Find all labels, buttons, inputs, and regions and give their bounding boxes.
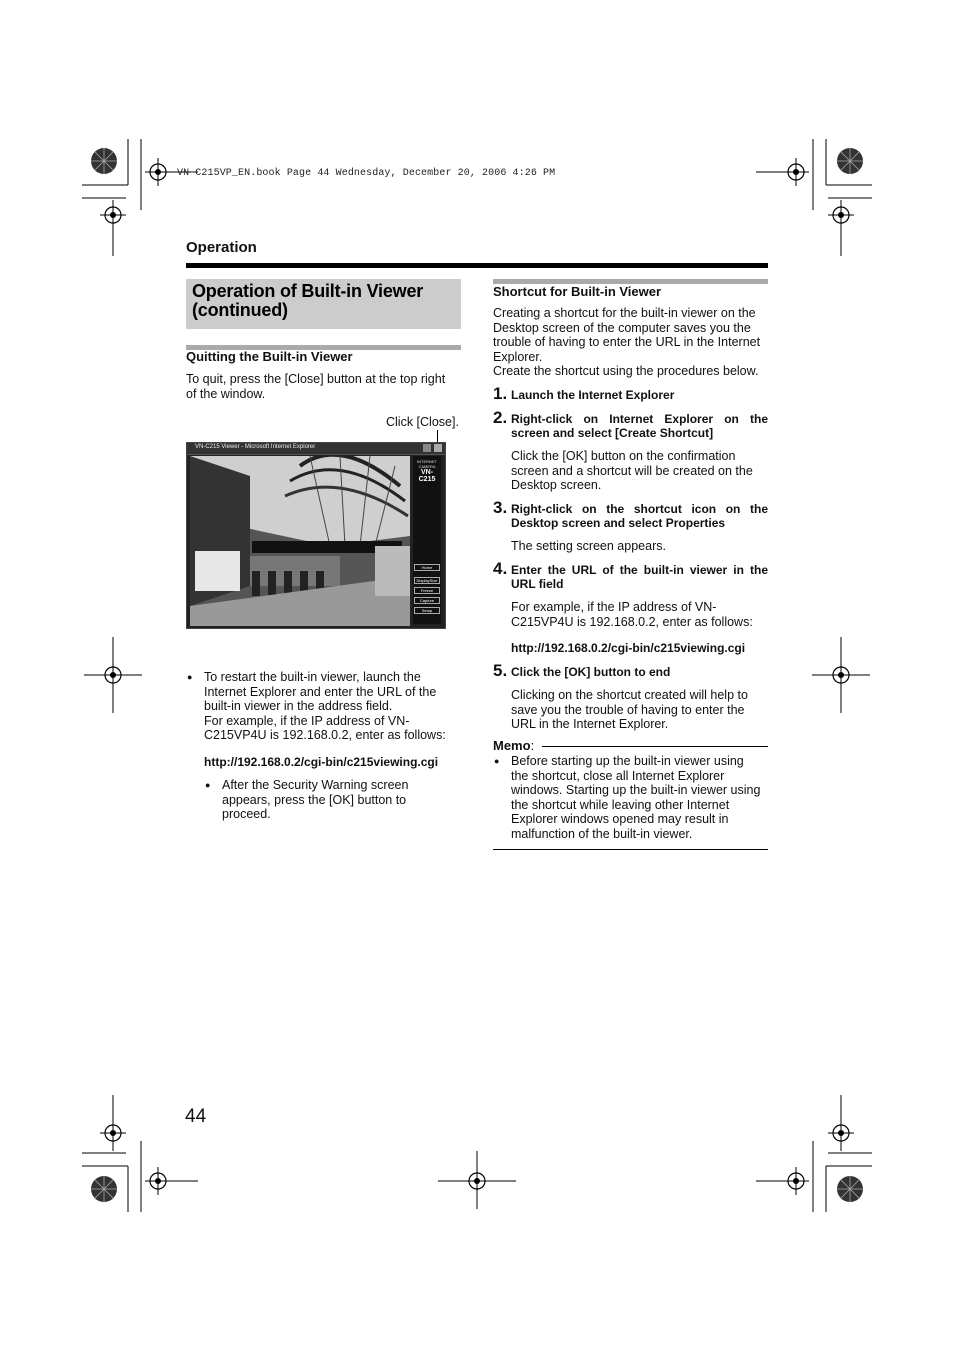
quitting-text: To quit, press the [Close] button at the top right of the window. — [186, 372, 446, 401]
camera-image — [190, 456, 410, 626]
viewer-displaysize-button[interactable]: DisplaySize — [414, 577, 440, 584]
page-title-line1: Operation of Built-in Viewer — [192, 281, 424, 301]
section-label: Operation — [186, 239, 257, 256]
close-callout: Click [Close]. — [386, 415, 459, 429]
viewer-brand: INTERNET CAMERA — [417, 459, 437, 469]
bullet-icon: ● To restart the built-in viewer, launch the — [204, 670, 474, 685]
bullet-icon: ● After the Security Warning screen — [222, 778, 472, 793]
step-4-desc: For example, if the IP address of VN- C215VP4U is 192.168.0.2, enter as follows: — [511, 600, 753, 629]
viewer-capture-button[interactable]: Capture — [414, 597, 440, 604]
step-5-desc: Clicking on the shortcut created will help to save you the trouble of having to enter the URL in the Internet Explorer. — [511, 688, 748, 731]
print-header-line: VN-C215VP_EN.book Page 44 Wednesday, December 20, 2006 4:26 PM — [177, 168, 556, 179]
step-3-text: Right-click on the shortcut icon on the Desktop screen and select Properties — [511, 502, 768, 530]
step-number: 2. — [493, 408, 508, 427]
step-4-text: Enter the URL of the built-in viewer in the URL field — [511, 563, 768, 591]
shortcut-heading: Shortcut for Built-in Viewer — [493, 284, 662, 299]
viewer-screenshot — [186, 442, 446, 629]
bullet-icon: ● Before starting up the built-in viewer using — [511, 754, 773, 769]
step-number: 3. — [493, 498, 508, 517]
step-2-desc: Click the [OK] button on the confirmation screen and a shortcut will be created on the Desktop screen. — [511, 449, 753, 492]
step-number: 4. — [493, 559, 508, 578]
header-rule — [186, 263, 768, 268]
viewer-window-title: VN-C215 Viewer - Microsoft Internet Explorer — [195, 444, 316, 450]
page-title-line2: (continued) — [192, 300, 288, 320]
restart-url: http://192.168.0.2/cgi-bin/c215viewing.cgi — [204, 755, 439, 769]
quitting-heading: Quitting the Built-in Viewer — [186, 349, 353, 364]
memo-top-rule — [542, 746, 768, 747]
viewer-setup-button[interactable]: Setup — [414, 607, 440, 614]
minimize-icon[interactable] — [423, 444, 431, 452]
step-number: 5. — [493, 661, 508, 680]
viewer-freeze-button[interactable]: Freeze — [414, 587, 440, 594]
step-3-desc: The setting screen appears. — [511, 539, 666, 553]
security-warning-note: ● After the Security Warning screen appears, press the [OK] button to proceed. — [222, 778, 472, 822]
viewer-home-button[interactable]: Home — [414, 564, 440, 571]
page-number: 44 — [185, 1106, 207, 1127]
viewer-model: VN-C215 — [418, 469, 436, 483]
step-1-text: Launch the Internet Explorer — [511, 388, 675, 402]
shortcut-intro: Creating a shortcut for the built-in viewer on the Desktop screen of the computer saves you the trouble of having to enter the URL in the Internet Explorer. Create the shortcut using the procedures below. — [493, 306, 761, 378]
step-5-text: Click the [OK] button to end — [511, 665, 671, 679]
close-icon[interactable] — [434, 444, 442, 452]
memo-text: ● Before starting up the built-in viewer using the shortcut, close all Internet Explorer windows. Starting up the built-in viewer using the shortcut while leaving other Internet Explorer windows opened may result in malfunction of the built-in viewer. — [511, 754, 773, 841]
title-box — [186, 279, 461, 329]
step-2-text: Right-click on Internet Explorer on the screen and select [Create Shortcut] — [511, 412, 768, 440]
memo-label: Memo: — [493, 738, 535, 753]
step-number: 1. — [493, 384, 508, 403]
viewer-titlebar — [187, 443, 445, 455]
viewer-side-panel — [413, 456, 441, 624]
restart-note: ● To restart the built-in viewer, launch the Internet Explorer and enter the URL of the built-in viewer in the address field. For example, if the IP address of VN- C215VP4U is 192.168.0.2, enter as follows: — [204, 670, 474, 743]
memo-bottom-rule — [493, 849, 768, 850]
step-4-url: http://192.168.0.2/cgi-bin/c215viewing.cgi — [511, 641, 746, 655]
